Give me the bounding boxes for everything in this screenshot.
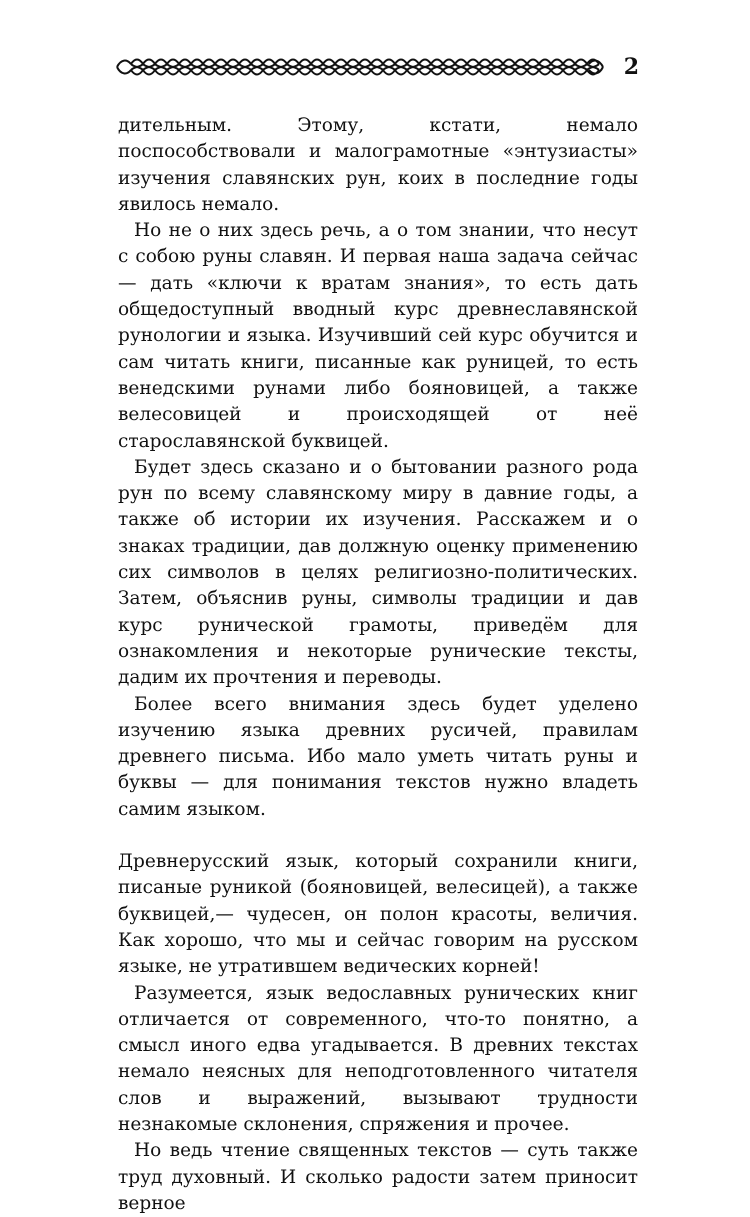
braid-link [359, 60, 371, 65]
paragraph: Но ведь чтение священных текстов — суть также труд духовный. И сколько радости затем приносит верное [118, 1140, 638, 1214]
braid-link [515, 70, 527, 75]
braid-link [311, 60, 323, 65]
braid-link [575, 60, 587, 65]
braid-link [563, 70, 575, 75]
braid-link [239, 70, 251, 75]
braid-link [527, 60, 539, 65]
paragraph: Более всего внимания здесь будет уделено изучению языка древних русичей, правилам древнего письма. Ибо мало уметь читать руны и буквы — для понимания текстов нужно владеть самим языком. [118, 693, 638, 820]
page-header [115, 54, 643, 84]
braid-link [455, 70, 467, 75]
braid-link [479, 60, 491, 65]
braid-link [395, 70, 407, 75]
paragraph: Будет здесь сказано и о бытовании разного рода рун по всему славянскому миру в давние годы, а также об истории их изучения. Расскажем и о знаках традиции, дав должную оценку применению сих символов в целях религиозно-политических. Затем, объяснив руны, символы традиции и дав курс рунической грамоты, приведём для ознакомления и некоторые рунические тексты, дадим их прочтения и переводы. [118, 456, 638, 689]
braid-link [503, 60, 515, 65]
braid-link [143, 70, 155, 75]
body-text [118, 113, 638, 1217]
braid-link [491, 70, 503, 75]
braid-link [167, 60, 179, 65]
braid-link [227, 60, 239, 65]
braid-link [467, 70, 479, 75]
braid-link [287, 60, 299, 65]
braid-link [311, 70, 323, 75]
braid-link [371, 70, 383, 75]
braid-link [275, 60, 287, 65]
braid-link [515, 60, 527, 65]
braid-link [467, 60, 479, 65]
paragraph: дительным. Этому, кстати, немало поспособствовали и малограмотные «энтузиасты» изучения славянских рун, коих в последние годы явилось немало. [118, 115, 638, 215]
braid-link [491, 60, 503, 65]
braid-link [155, 60, 167, 65]
braid-link [563, 60, 575, 65]
braid-link [347, 60, 359, 65]
braid-link [479, 70, 491, 75]
braid-link [131, 60, 143, 65]
braid-link [251, 70, 263, 75]
braid-link [551, 60, 563, 65]
braid-link [383, 70, 395, 75]
braid-link [371, 60, 383, 65]
paragraph: Древнерусский язык, который сохранили книги, писаные руникой (бояновицей, велесицей), а также буквицей,— чудесен, он полон красоты, величия. Как хорошо, что мы и сейчас говорим на русском языке, не утратившем ведических корней! [118, 851, 638, 978]
braid-link [287, 70, 299, 75]
section-gap [118, 823, 638, 849]
braid-link [395, 60, 407, 65]
braided-rule-ornament [115, 56, 605, 78]
braid-link [323, 60, 335, 65]
braid-link [179, 60, 191, 65]
braid-link [359, 70, 371, 75]
braid-link [131, 70, 143, 75]
braid-link [347, 70, 359, 75]
paragraph: Но не о них здесь речь, а о том знании, что несут с собою руны славян. И первая наша задача сейчас — дать «ключи к вратам знания», то есть дать общедоступный вводный курс древнеславянской рунологии и языка. Изучивший сей курс обучится и сам читать книги, писанные как руницей, то есть венедскими рунами либо бояновицей, а также велесовицей и происходящей от неё старославянской буквицей. [118, 220, 638, 452]
braid-link [527, 70, 539, 75]
braid-link [551, 70, 563, 75]
braid-link [215, 60, 227, 65]
braid-link [191, 60, 203, 65]
braid-link [299, 70, 311, 75]
braid-link [203, 60, 215, 65]
braid-link [503, 70, 515, 75]
braid-link [431, 60, 443, 65]
braid-link [155, 70, 167, 75]
braid-link [455, 60, 467, 65]
paragraph: Разумеется, язык ведославных рунических книг отличается от современного, что-то понятно, а смысл иного едва угадывается. В древних текстах немало неясных для неподготовленного читателя слов и выражений, вызывают трудности незнакомые склонения, спряжения и прочее. [118, 982, 638, 1135]
braid-link [419, 60, 431, 65]
braid-link [179, 70, 191, 75]
braid-link [383, 60, 395, 65]
braid-link [167, 70, 179, 75]
braid-link [539, 60, 551, 65]
braid-link [575, 70, 587, 75]
braid-link [407, 60, 419, 65]
braid-link [539, 70, 551, 75]
braid-link [419, 70, 431, 75]
braid-link [335, 70, 347, 75]
braid-link [215, 70, 227, 75]
braid-link [191, 70, 203, 75]
braid-link [263, 60, 275, 65]
braid-link [443, 70, 455, 75]
braid-link [239, 60, 251, 65]
braid-link [203, 70, 215, 75]
braid-link [227, 70, 239, 75]
braid-link [431, 70, 443, 75]
braid-link [251, 60, 263, 65]
braid-link [143, 60, 155, 65]
braid-link [443, 60, 455, 65]
braid-link [263, 70, 275, 75]
braid-link [323, 70, 335, 75]
braid-link [275, 70, 287, 75]
braid-link [335, 60, 347, 65]
braid-link [299, 60, 311, 65]
page-number: 2 [623, 54, 639, 80]
braid-link [407, 70, 419, 75]
